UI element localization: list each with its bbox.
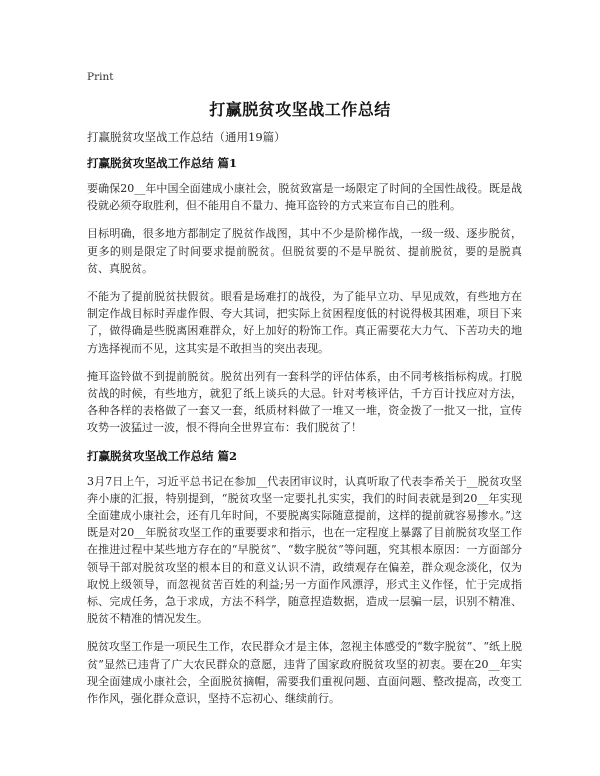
section-heading: 打赢脱贫攻坚战工作总结 篇1 (87, 156, 238, 170)
paragraph: 不能为了提前脱贫扶假贫。眼看是场难打的战役，为了能早立功、早见成效，有些地方在制定作战目标时弄虚作假、夸大其词，把实际上贫困程度低的村说得极其困难，项目下来了，做得确是些脱离困难群众，好上加好的粉饰工作。真正需要花大力气、下苦功夫的地方选择视而不见，这其实是不敢担当的突出表现。 (87, 290, 522, 355)
paragraph: 脱贫攻坚工作是一项民生工作，农民群众才是主体，忽视主体感受的“数字脱贫”、“纸上脱贫”显然已违背了广大农民群众的意愿，违背了国家政府脱贫攻坚的初衷。要在20__年实现全面建成小康社会，全面脱贫摘帽，需要我们重视问题、直面问题、整改提高，改变工作作风，强化群众意识，坚持不忘初心、继续前行。 (87, 640, 522, 706)
print-link[interactable]: Print (87, 71, 114, 83)
section-2 (87, 448, 522, 708)
paragraph: 要确保20__年中国全面建成小康社会，脱贫致富是一场限定了时间的全国性战役。既是战役就必须夺取胜利，但不能用自不量力、掩耳盗铃的方式来宣布自己的胜利。 (87, 182, 522, 213)
paragraph: 目标明确，很多地方都制定了脱贫作战图，其中不少是阶梯作战，一级一级、逐步脱贫，更多的则是限定了时间要求提前脱贫。但脱贫要的不是早脱贫、提前脱贫，要的是脱真贫、真脱贫。 (87, 227, 522, 275)
section-1 (87, 155, 522, 437)
document-title: 打赢脱贫攻坚战工作总结 (209, 100, 391, 119)
paragraph: 掩耳盗铃做不到提前脱贫。脱贫出列有一套科学的评估体系，由不同考核指标构成。打脱贫战的时候，有些地方，就犯了纸上谈兵的大忌。针对考核评估，千方百计找应对方法，各种各样的表格做了一套又一套，纸质材料做了一堆又一堆，资金拨了一批又一批，宣传攻势一波猛过一波，恨不得向全世界宣布：我们脱贫了！ (87, 369, 522, 435)
section-heading: 打赢脱贫攻坚战工作总结 篇2 (87, 448, 238, 463)
paragraph: 3月7日上午，习近平总书记在参加__代表团审议时，认真听取了代表李希关于__脱贫攻坚奔小康的汇报，特别提到，“脱贫攻坚一定要扎扎实实，我们的时间表就是到20__年实现全面建成小康社会，还有几年时间，不要脱离实际随意提前，这样的提前就容易掺水。”这既是对20__年脱贫攻坚工作的重要要求和指示，也在一定程度上暴露了目前脱贫攻坚工作在推进过程中某些地方存在的“早脱贫”、“数字脱贫”等问题，究其根本原因：一方面部分领导干部对脱贫攻坚的根本目的和意义认识不清，政绩观存在偏差，群众观念淡化，仅为取悦上级领导，而忽视贫苦百姓的利益;另一方面作风漂浮，形式主义作怪，忙于完成指标、完成任务，急于求成，方法不科学，随意捏造数据，造成一层骗一层，识别不精准、脱贫不精准的情况发生。 (87, 474, 522, 626)
document-subtitle: 打赢脱贫攻坚战工作总结（通用19篇） (87, 130, 286, 144)
document-body (87, 129, 522, 718)
